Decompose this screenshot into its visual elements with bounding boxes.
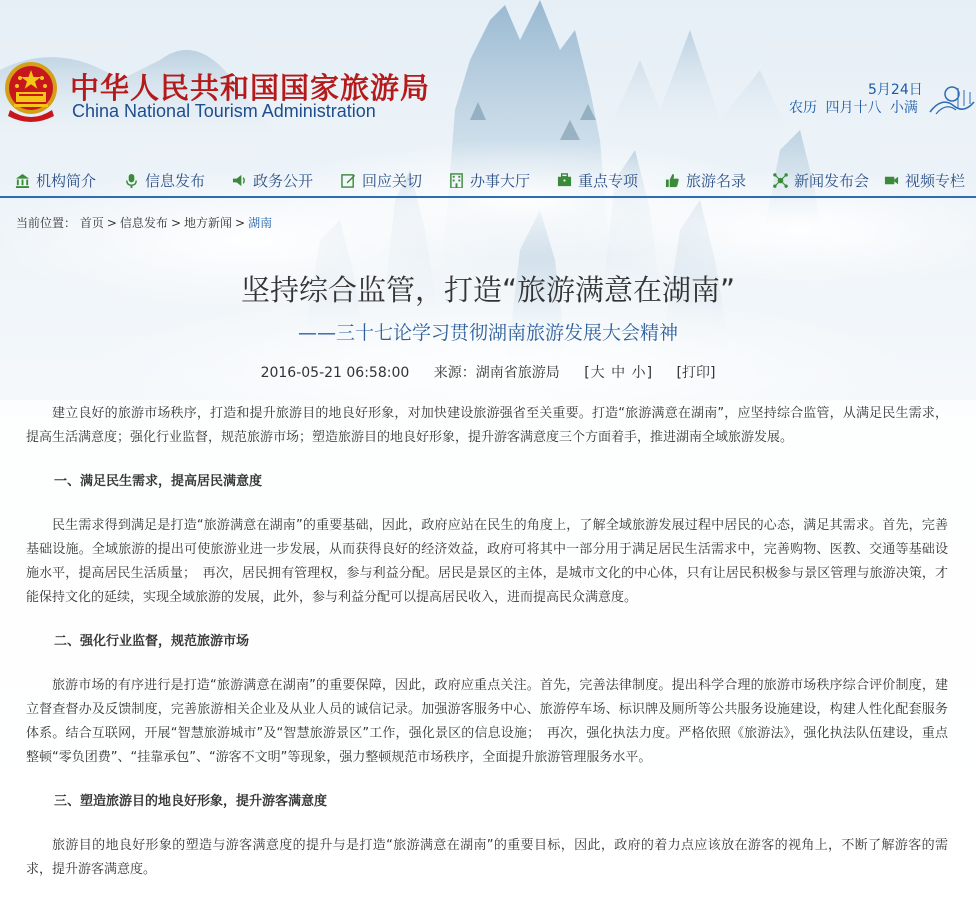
breadcrumb-hunan[interactable]: 湖南 xyxy=(248,216,273,230)
nav-item-press[interactable] xyxy=(773,170,869,192)
nav-item-response[interactable] xyxy=(341,170,422,192)
article-title: 坚持综合监管，打造“旅游满意在湖南” xyxy=(240,273,736,307)
article-body xyxy=(26,402,948,902)
site-name-cn[interactable]: 中华人民共和国国家旅游局 xyxy=(70,71,431,105)
font-size-large[interactable]: 大 xyxy=(590,365,605,381)
article-meta xyxy=(0,362,976,382)
section-heading: 三、塑造旅游目的地良好形象，提升游客满意度 xyxy=(54,794,328,809)
breadcrumb-label: 当前位置： xyxy=(16,216,77,230)
nav-item-video[interactable] xyxy=(884,170,965,192)
video-camera-icon xyxy=(884,173,899,188)
paragraph: 建立良好的旅游市场秩序，打造和提升旅游目的地良好形象，对加快建设旅游强省至关重要。打造“旅游满意在湖南”，应坚持综合监管，从满足民生需求，提高生活满意度；强化行业监督，规范旅游市场；塑造旅游目的地良好形象，提升游客满意度三个方面着手，推进湖南全域旅游发展。 xyxy=(26,406,948,445)
solar-term: 小满 xyxy=(889,100,918,116)
solar-term-icon xyxy=(928,82,976,116)
section-heading: 一、满足民生需求，提高居民满意度 xyxy=(54,474,263,489)
microphone-icon xyxy=(124,173,139,188)
article-source: 来源：湖南省旅游局 xyxy=(433,365,560,381)
section-heading: 二、强化行业监督，规范旅游市场 xyxy=(54,634,250,649)
article-subtitle: ——三十七论学习贯彻湖南旅游发展大会精神 xyxy=(297,322,678,344)
nav-item-directory[interactable] xyxy=(665,170,746,192)
nav-item-info[interactable] xyxy=(124,170,205,192)
print-link[interactable]: [打印] xyxy=(676,365,716,381)
lunar-label: 农历 xyxy=(789,100,817,116)
lunar-day: 四月十八 xyxy=(825,100,882,116)
breadcrumb-local-news[interactable]: 地方新闻 xyxy=(184,216,233,230)
edit-icon xyxy=(341,173,356,188)
speaker-icon xyxy=(232,173,247,188)
paragraph: 旅游市场的有序进行是打造“旅游满意在湖南”的重要保障，因此，政府应重点关注。首先，完善法律制度。提出科学合理的旅游市场秩序综合评价制度，建立督查督办及反馈制度，完善旅游相关企业及从业人员的诚信记录。加强游客服务中心、旅游停车场、标识牌及厕所等公共服务设施建设，构建人性化配套服务体系。结合互联网，开展“智慧旅游城市”及“智慧旅游景区”工作，强化景区的信息设施； 再次，强化执法力度。严格依照《旅游法》，强化执法队伍建设，重点整顿“零负团费”、“挂靠承包”、“游客不文明”等现象，强力整顿规范市场秩序，全面提升旅游管理服务水平。 xyxy=(26,678,948,765)
nav-label: 新闻发布会 xyxy=(794,172,870,190)
briefcase-icon xyxy=(557,173,572,188)
breadcrumb: 当前位置： 首页 > 信息发布 > 地方新闻 > 湖南 xyxy=(16,216,273,230)
nav-label: 信息发布 xyxy=(145,172,206,190)
nav-item-service-hall[interactable] xyxy=(449,170,530,192)
main-nav xyxy=(0,166,976,198)
nav-label: 回应关切 xyxy=(362,172,423,190)
font-size-small[interactable]: 小 xyxy=(631,365,646,381)
nav-label: 办事大厅 xyxy=(470,172,531,190)
paragraph: 旅游目的地良好形象的塑造与游客满意度的提升与是打造“旅游满意在湖南”的重要目标，因此，政府的着力点应该放在游客的视角上，不断了解游客的需求，提升游客满意度。 xyxy=(26,838,948,877)
font-size-medium[interactable]: 中 xyxy=(611,365,626,381)
lunar-date xyxy=(789,97,922,117)
thumbs-up-icon xyxy=(665,173,680,188)
nav-item-about[interactable] xyxy=(15,170,96,192)
building-icon xyxy=(449,173,464,188)
breadcrumb-info[interactable]: 信息发布 xyxy=(119,216,168,230)
national-emblem-icon xyxy=(2,58,60,124)
nav-label: 旅游名录 xyxy=(686,172,747,190)
font-size-switch: [大 中 小] xyxy=(584,365,653,381)
paragraph: 民生需求得到满足是打造“旅游满意在湖南”的重要基础，因此，政府应站在民生的角度上，了解全域旅游发展过程中居民的心态，满足其需求。首先，完善基础设施。全域旅游的提出可使旅游业进一步发展，从而获得良好的经济效益，政府可将其中一部分用于满足居民生活需求中，完善购物、医教、交通等基础设施水平，提高居民生活质量； 再次，居民拥有管理权，参与利益分配。居民是景区的主体，是城市文化的中心体，只有让居民积极参与景区管理与旅游决策，才能保持文化的延续，实现全域旅游的发展，此外，参与利益分配可以提高居民收入，进而提高民众满意度。 xyxy=(26,518,948,605)
site-header xyxy=(0,0,976,160)
site-name-en[interactable]: China National Tourism Administration xyxy=(72,101,376,121)
nav-label: 机构简介 xyxy=(36,172,97,190)
breadcrumb-home[interactable]: 首页 xyxy=(79,216,104,230)
nav-item-key-projects[interactable] xyxy=(557,170,638,192)
date: 5月24日 xyxy=(868,82,923,98)
nav-item-gov[interactable] xyxy=(232,170,313,192)
nav-label: 重点专项 xyxy=(578,172,639,190)
bank-icon xyxy=(15,173,30,188)
nav-label: 政务公开 xyxy=(253,172,314,190)
network-icon xyxy=(773,173,788,188)
nav-label: 视频专栏 xyxy=(905,172,966,190)
article-datetime: 2016-05-21 06:58:00 xyxy=(260,365,410,381)
